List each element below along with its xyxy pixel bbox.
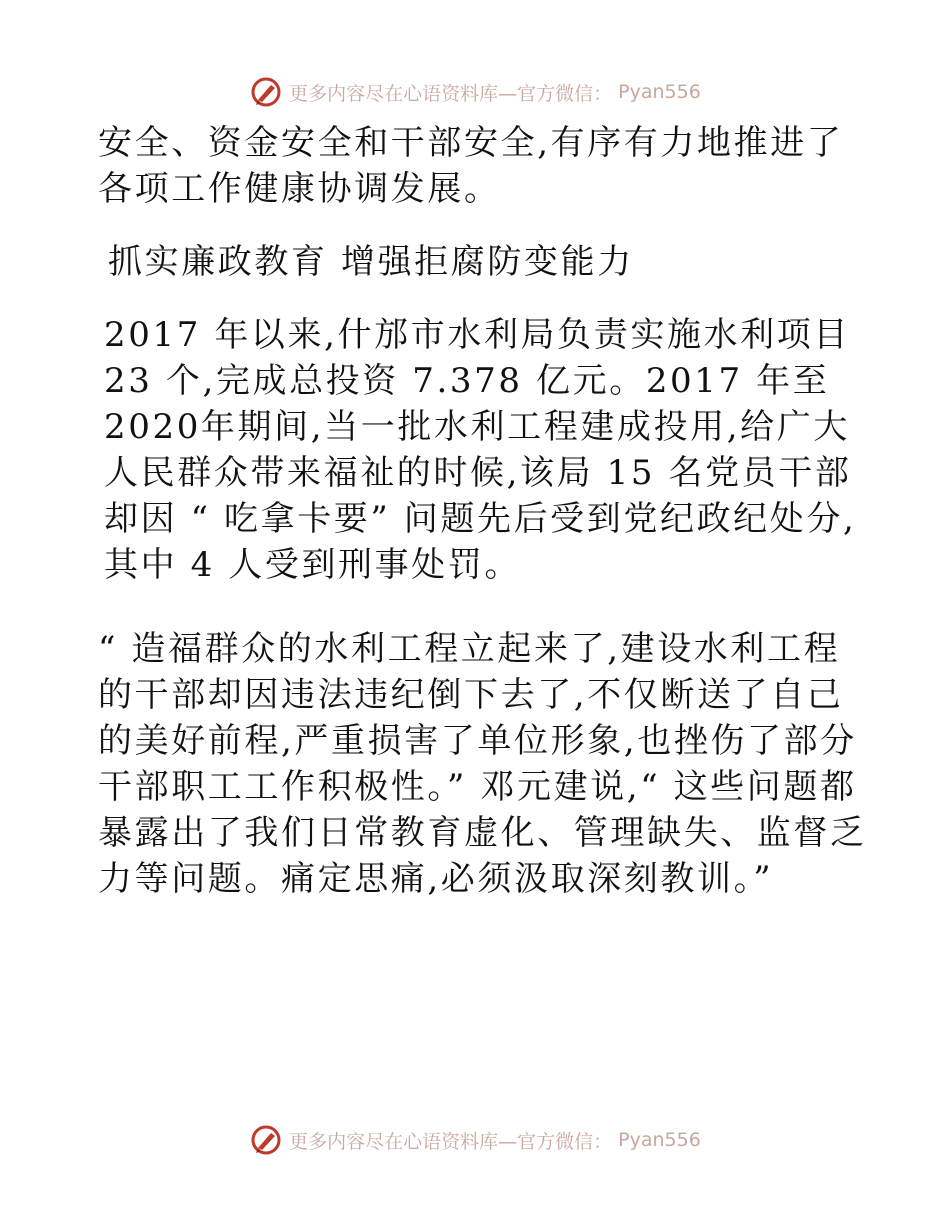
section-heading: 抓实廉政教育 增强拒腐防变能力: [108, 242, 634, 282]
footer-watermark: [0, 1120, 950, 1160]
watermark-wechat-id: Pyan556: [618, 1129, 701, 1151]
paragraph-statistics: 2017 年以来,什邡市水利局负责实施水利项目 23 个,完成总投资 7.378 亿元。2017 年至 2020年期间,当一批水利工程建成投用,给广大人民群众带来福祉的时候,该局 15 名党员干部却因 “ 吃拿卡要” 问题先后受到党纪政纪处分,其中 4 人受到刑事处罚。: [104, 315, 857, 585]
header-watermark: [0, 72, 950, 112]
pen-logo-icon: [249, 1123, 283, 1157]
paragraph-intro: 安全、资金安全和干部安全,有序有力地推进了各项工作健康协调发展。: [98, 123, 844, 209]
watermark-text: 更多内容尽在心语资料库—官方微信：: [289, 82, 613, 105]
pen-logo-icon: [249, 75, 283, 109]
document-body: [98, 120, 868, 902]
watermark-wechat-id: Pyan556: [618, 81, 701, 103]
watermark-text: 更多内容尽在心语资料库—官方微信：: [289, 1130, 613, 1153]
paragraph-quote: “ 造福群众的水利工程立起来了,建设水利工程的干部却因违法违纪倒下去了,不仅断送了自己的美好前程,严重损害了单位形象,也挫伤了部分干部职工工作积极性。” 邓元建说,“ 这些问题都暴露出了我们日常教育虚化、管理缺失、监督乏力等问题。痛定思痛,必须汲取深刻教训。”: [98, 629, 867, 899]
